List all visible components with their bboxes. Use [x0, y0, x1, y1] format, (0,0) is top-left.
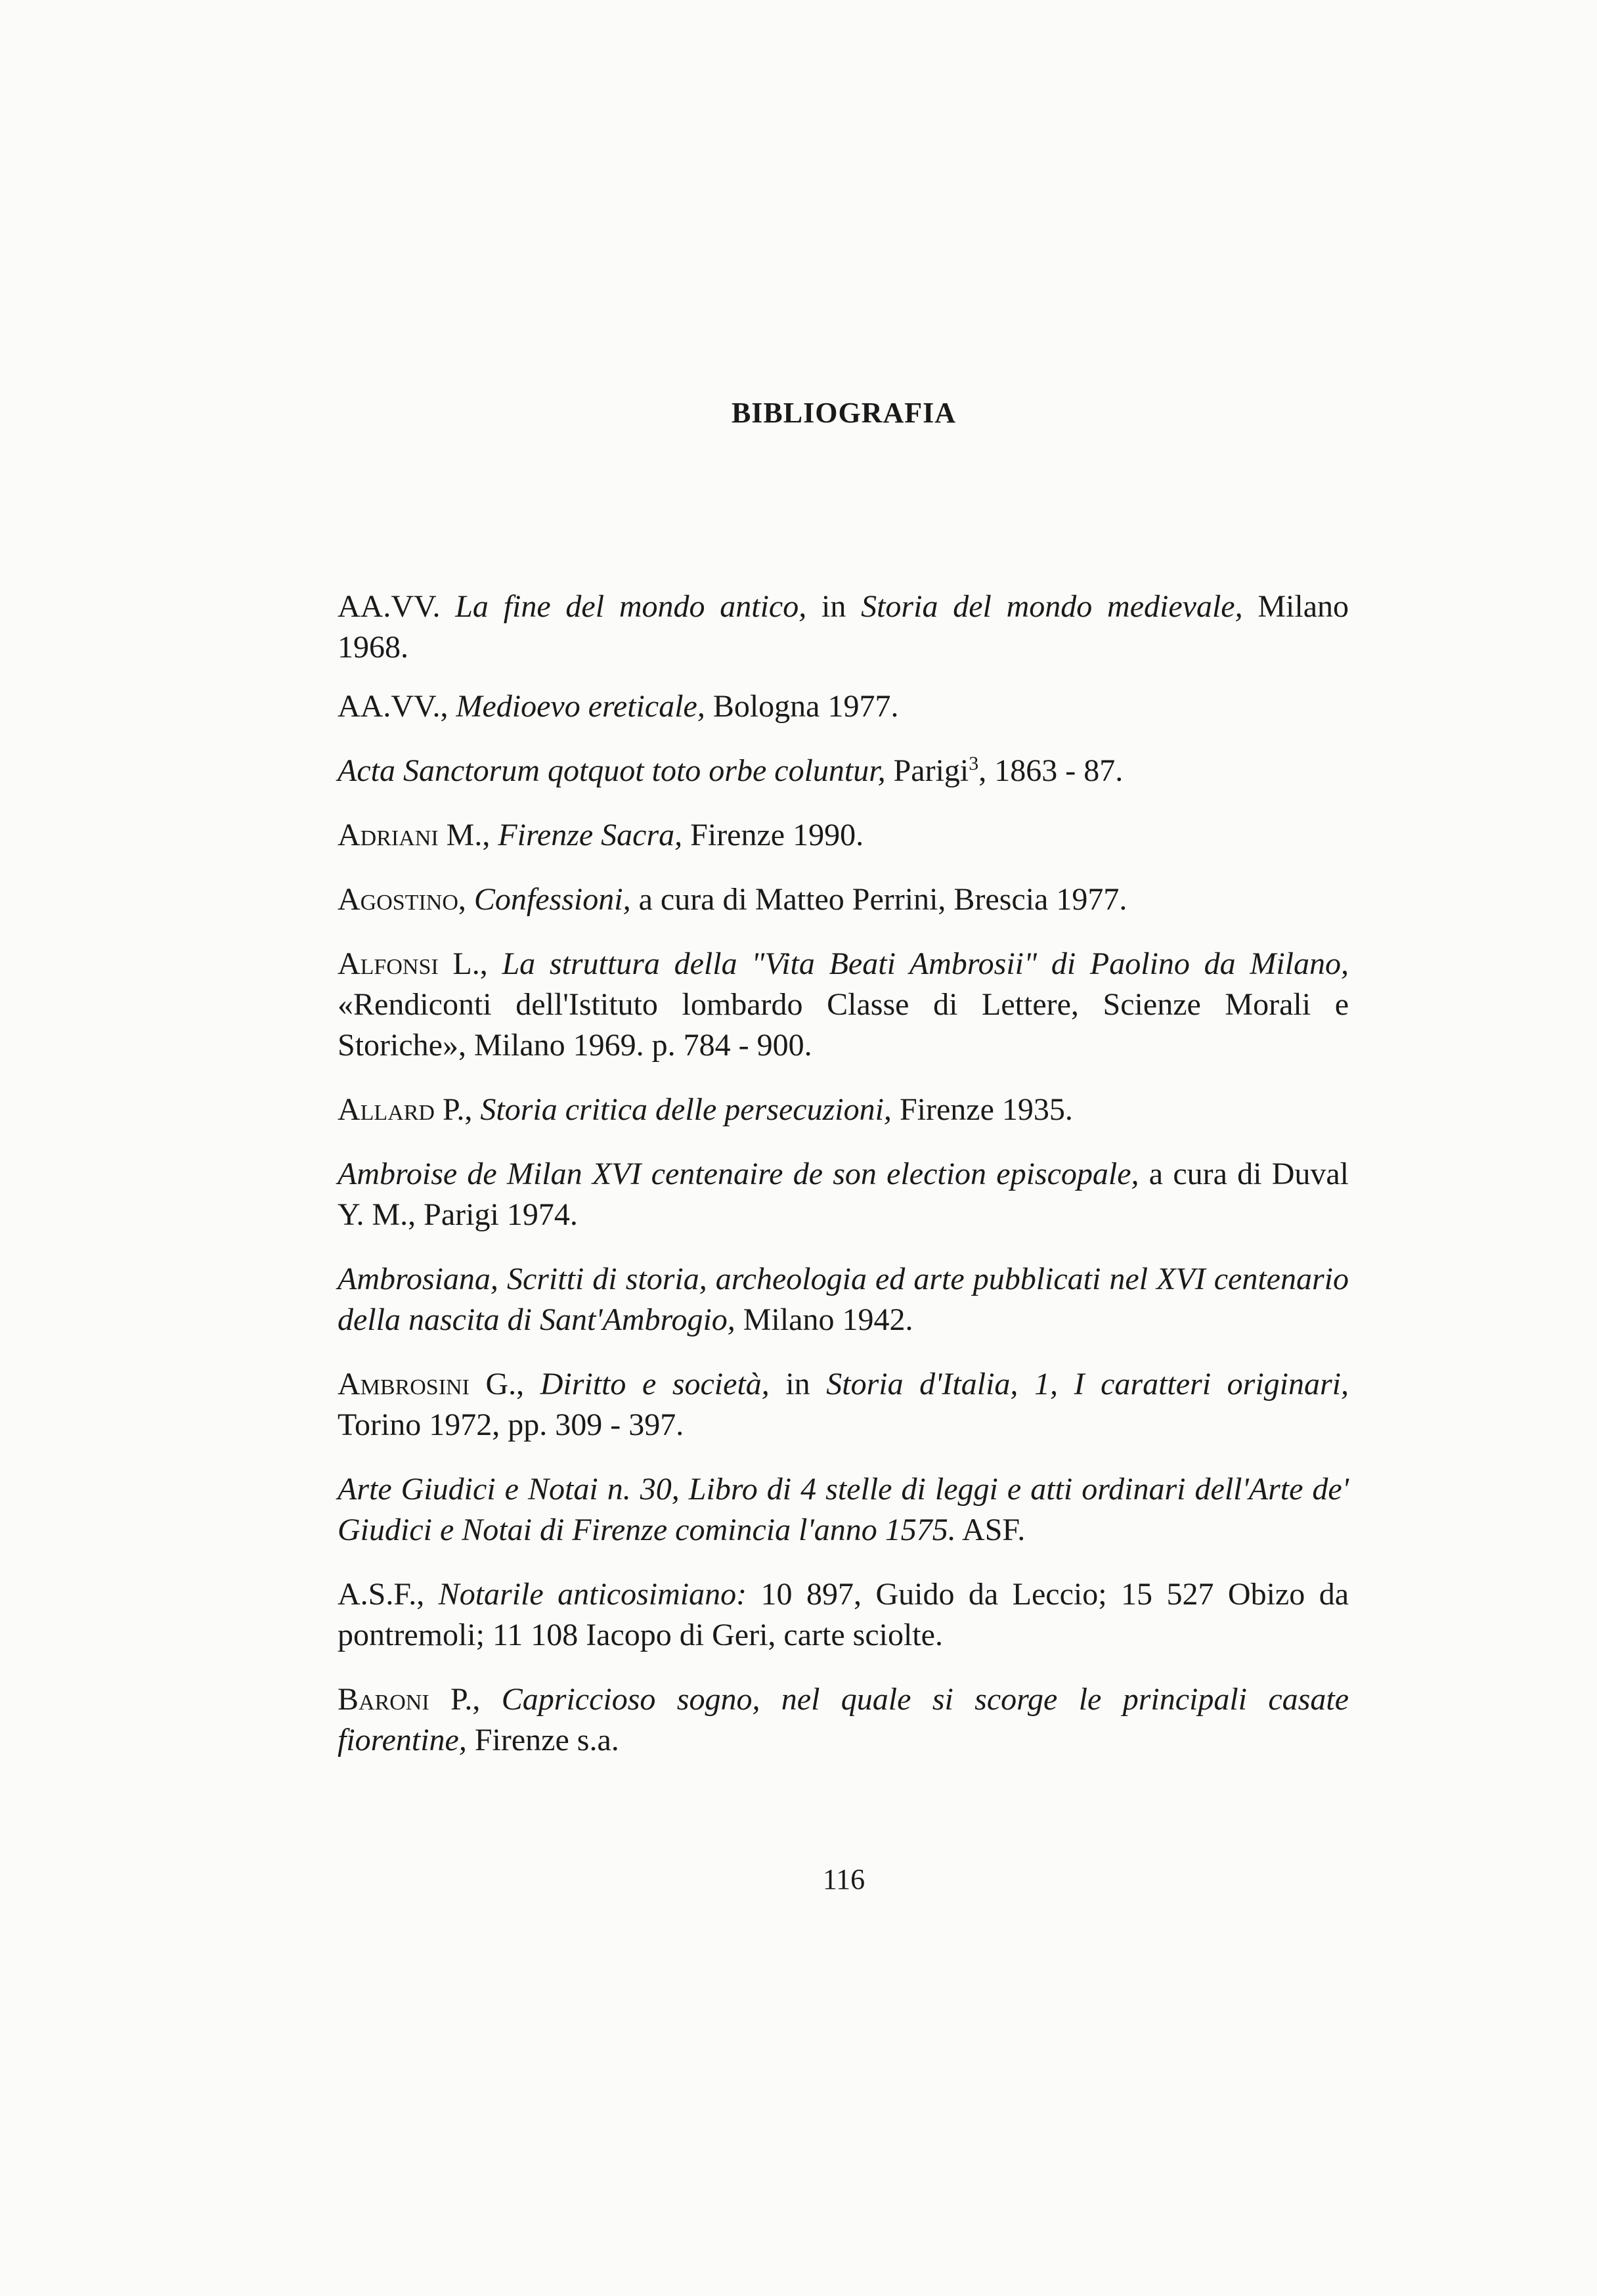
- entry-author: Allard P.,: [338, 1092, 473, 1127]
- entry-details: Parigi: [885, 753, 969, 788]
- entry-details: Milano 1942.: [735, 1302, 913, 1337]
- entry-author: Alfonsi L.,: [338, 946, 488, 981]
- bibliography-entry: [338, 1154, 1349, 1235]
- entry-details: Firenze 1990.: [682, 818, 864, 852]
- entry-details: Torino 1972, pp. 309 - 397.: [338, 1407, 684, 1442]
- entry-details: Firenze 1935.: [891, 1092, 1073, 1127]
- entry-details: ASF.: [955, 1512, 1026, 1547]
- entry-details: Firenze s.a.: [466, 1723, 619, 1757]
- entry-title: La fine del mondo antico,: [455, 589, 807, 624]
- entry-title: Acta Sanctorum qotquot toto orbe coluntur,: [338, 753, 886, 788]
- bibliography-entry: [338, 815, 1349, 856]
- entry-connector: in: [769, 1367, 827, 1402]
- bibliography-entry: [338, 1469, 1349, 1551]
- entry-title: Medioevo ereticale,: [456, 689, 705, 724]
- entry-title: Diritto e società,: [540, 1367, 770, 1402]
- entry-title: Ambrosiana, Scritti di storia, archeologia ed arte pubblicati nel XVI centenario della nascita di Sant'Ambrogio,: [338, 1262, 1349, 1337]
- entry-details: Bologna 1977.: [705, 689, 899, 724]
- page-number: 116: [822, 1863, 865, 1895]
- entry-title: Confessioni,: [473, 882, 631, 917]
- entry-author: Agostino,: [338, 882, 466, 917]
- entry-title: Capriccioso sogno, nel quale si scorge le principali casate fiorentine,: [338, 1682, 1349, 1757]
- entry-connector: in: [806, 589, 862, 624]
- entry-details: Milano 1968.: [338, 589, 1349, 665]
- entry-author: Ambrosini G.,: [338, 1367, 525, 1402]
- entry-title: Firenze Sacra,: [498, 818, 683, 852]
- bibliography-entry: [338, 879, 1349, 920]
- bibliography-entry: [338, 1090, 1349, 1130]
- bibliography-entry: [338, 586, 1349, 668]
- entry-author: A.S.F.,: [338, 1577, 425, 1612]
- entry-author: AA.VV.,: [338, 689, 448, 724]
- bibliography-entry: [338, 1574, 1349, 1656]
- entry-details: a cura di Matteo Perrini, Brescia 1977.: [630, 882, 1127, 917]
- bibliography-entry: [338, 1679, 1349, 1761]
- entry-details: a cura di Duval Y. M., Parigi 1974.: [338, 1157, 1349, 1232]
- bibliography-entry: [338, 944, 1349, 1066]
- entry-title: Arte Giudici e Notai n. 30, Libro di 4 stelle di leggi e atti ordinari dell'Arte de' Giudici e Notai di Firenze comincia l'anno 1575.: [338, 1472, 1349, 1547]
- entry-edition-superscript: 3: [969, 753, 979, 774]
- entry-title: La struttura della "Vita Beati Ambrosii" di Paolino da Milano,: [502, 946, 1349, 981]
- bibliography-entry: [338, 751, 1349, 791]
- bibliography-entry: [338, 686, 1349, 727]
- entry-title-secondary: Storia d'Italia, 1, I caratteri originari,: [826, 1367, 1349, 1402]
- entry-title: Storia critica delle persecuzioni,: [480, 1092, 892, 1127]
- entry-author: AA.VV.: [338, 589, 441, 624]
- page-title: BIBLIOGRAFIA: [731, 397, 957, 429]
- bibliography-entry: [338, 1364, 1349, 1446]
- bibliography-list: [338, 586, 1349, 1784]
- entry-author: Baroni P.,: [338, 1682, 481, 1717]
- entry-details: 10 897, Guido da Leccio; 15 527 Obizo da pontremoli; 11 108 Iacopo di Geri, carte sciolte.: [338, 1577, 1349, 1652]
- entry-title: Notarile anticosimiano:: [438, 1577, 747, 1612]
- entry-details: «Rendiconti dell'Istituto lombardo Classe di Lettere, Scienze Morali e Storiche», Milano 1969. p. 784 - 900.: [338, 987, 1349, 1063]
- entry-details-continued: , 1863 - 87.: [978, 753, 1124, 788]
- entry-title-secondary: Storia del mondo medievale,: [861, 589, 1243, 624]
- bibliography-entry: [338, 1259, 1349, 1340]
- entry-title: Ambroise de Milan XVI centenaire de son election episcopale,: [338, 1157, 1139, 1191]
- entry-author: Adriani M.,: [338, 818, 491, 852]
